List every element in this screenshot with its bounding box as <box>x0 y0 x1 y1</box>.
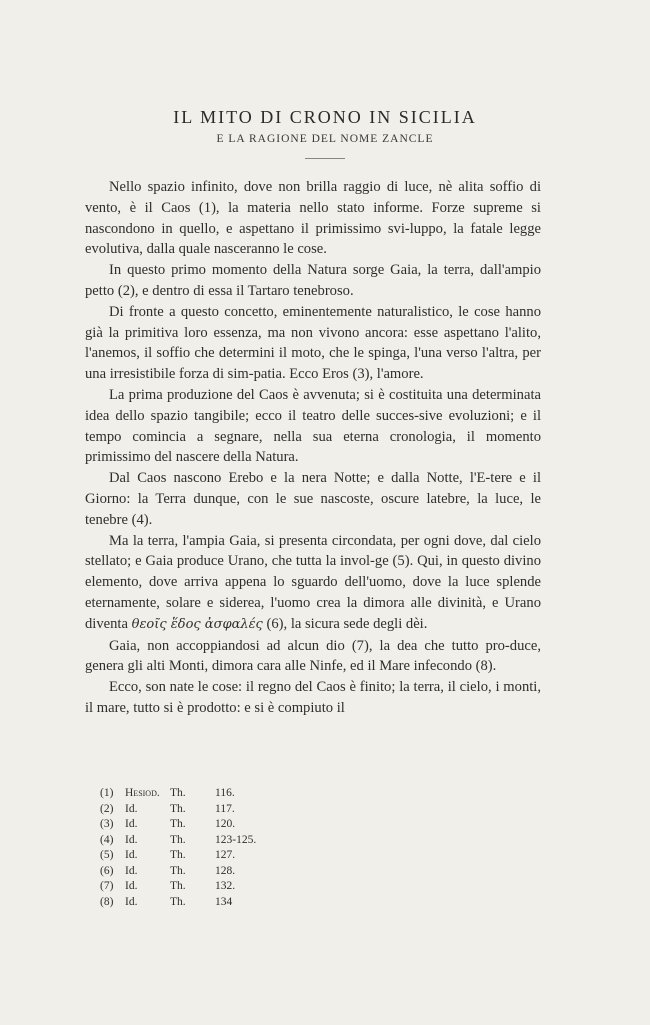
footnote-ref: 123-125. <box>215 833 257 846</box>
footnote <box>100 833 360 849</box>
paragraph-text: (6), la sicura sede degli dèi. <box>266 615 428 632</box>
page-subtitle: E LA RAGIONE DEL NOME ZANCLE <box>216 133 434 145</box>
footnote-author: Id. <box>125 895 138 908</box>
footnote-ref: 116. <box>215 787 235 799</box>
footnote-work: Th. <box>170 818 186 830</box>
footnote <box>100 879 360 895</box>
paragraph-text: Ma la terra, l'ampia Gaia, si presenta circondata, per ogni dove, dal cielo stellato; e Gaia produce Urano, che tutta la invol-ge (5). Qui, in questo divino elemento, dove arriva appena lo sguardo dell'uomo, dove la luce splende eternamente, solare e siderea, l'uomo crea la dimora alle divinità, e Urano diventa <box>85 532 541 632</box>
footnote <box>100 848 360 864</box>
paragraph: Dal Caos nascono Erebo e la nera Notte; e dalla Notte, l'E-tere e il Giorno: la Terra dunque, con le sue nascoste, oscure latebre, la luce, le tenebre (4). <box>85 470 541 528</box>
paragraph: Nello spazio infinito, dove non brilla raggio di luce, nè alita soffio di vento, è il Caos (1), la materia nello stato informe. Forze supreme si nascondono in quello, e aspettano il primissimo svi-luppo, la fatale legge evolutiva, dalla quale nasceranno le cose. <box>85 179 541 258</box>
footnote-ref: 127. <box>215 849 236 861</box>
footnote-author: Id. <box>125 802 138 815</box>
footnote-number: (3) <box>100 818 114 830</box>
footnote-work: Th. <box>170 833 186 846</box>
footnote-author: Id. <box>125 849 138 861</box>
footnote-ref: 128. <box>215 864 236 877</box>
footnote <box>100 817 360 833</box>
footnote-number: (2) <box>100 802 114 815</box>
paragraph: Di fronte a questo concetto, eminentemente naturalistico, le cose hanno già la primitiva loro essenza, ma non vivono ancora: esse aspettano l'alito, l'anemos, il soffio che determini il moto, che le spinga, l'una verso l'altra, per una irresistibile forza di sim-patia. Ecco Eros (3), l'amore. <box>85 303 541 383</box>
paragraph: La prima produzione del Caos è avvenuta; si è costituita una determinata idea dello spazio tangibile; ecco il teatro delle succes-sive evoluzioni; e il tempo comincia a segnare, nella sua eterna cronologia, il momento primissimo del nascere della Natura. <box>85 386 541 466</box>
footnote <box>100 802 360 818</box>
greek-phrase: θεοῖς ἕδος ἀσφαλές <box>131 616 263 632</box>
footnote <box>100 786 360 802</box>
footnote-number: (4) <box>100 833 114 846</box>
footnote-work: Th. <box>170 802 186 815</box>
body-text <box>85 177 541 719</box>
footnotes <box>100 786 360 910</box>
paragraph: Gaia, non accoppiandosi ad alcun dio (7), la dea che tutto pro-duce, genera gli alti Monti, dimora cara alle Ninfe, ed il Mare infecondo (8). <box>85 637 541 675</box>
footnote-work: Th. <box>170 864 186 877</box>
footnote-work: Th. <box>170 895 186 908</box>
footnote-ref: 117. <box>215 802 235 815</box>
footnote-work: Th. <box>170 880 186 892</box>
footnote-number: (1) <box>100 787 114 799</box>
footnote-author: Id. <box>125 864 138 877</box>
paragraph: Ecco, son nate le cose: il regno del Caos è finito; la terra, il cielo, i monti, il mare, tutto si è prodotto: e si è compiuto il <box>85 679 541 716</box>
footnote-work: Th. <box>170 787 186 799</box>
footnote-number: (8) <box>100 895 114 908</box>
footnote-author: Id. <box>125 833 138 846</box>
footnote-ref: 132. <box>215 880 236 892</box>
paragraph <box>85 531 541 636</box>
footnote-work: Th. <box>170 849 186 861</box>
footnote-author: Id. <box>125 818 138 830</box>
footnote-author: Hesiod. <box>125 787 160 799</box>
title-divider <box>305 158 345 159</box>
footnote-ref: 120. <box>215 818 236 830</box>
footnote <box>100 864 360 880</box>
footnote-number: (7) <box>100 880 114 892</box>
footnote-author: Id. <box>125 880 138 892</box>
footnote-number: (5) <box>100 849 114 861</box>
footnote-ref: 134 <box>215 895 233 908</box>
footnote <box>100 895 360 911</box>
paragraph: In questo primo momento della Natura sorge Gaia, la terra, dall'ampio petto (2), e dentro di essa il Tartaro tenebroso. <box>85 262 541 299</box>
page-title: IL MITO DI CRONO IN SICILIA <box>173 107 477 127</box>
footnote-number: (6) <box>100 864 114 877</box>
